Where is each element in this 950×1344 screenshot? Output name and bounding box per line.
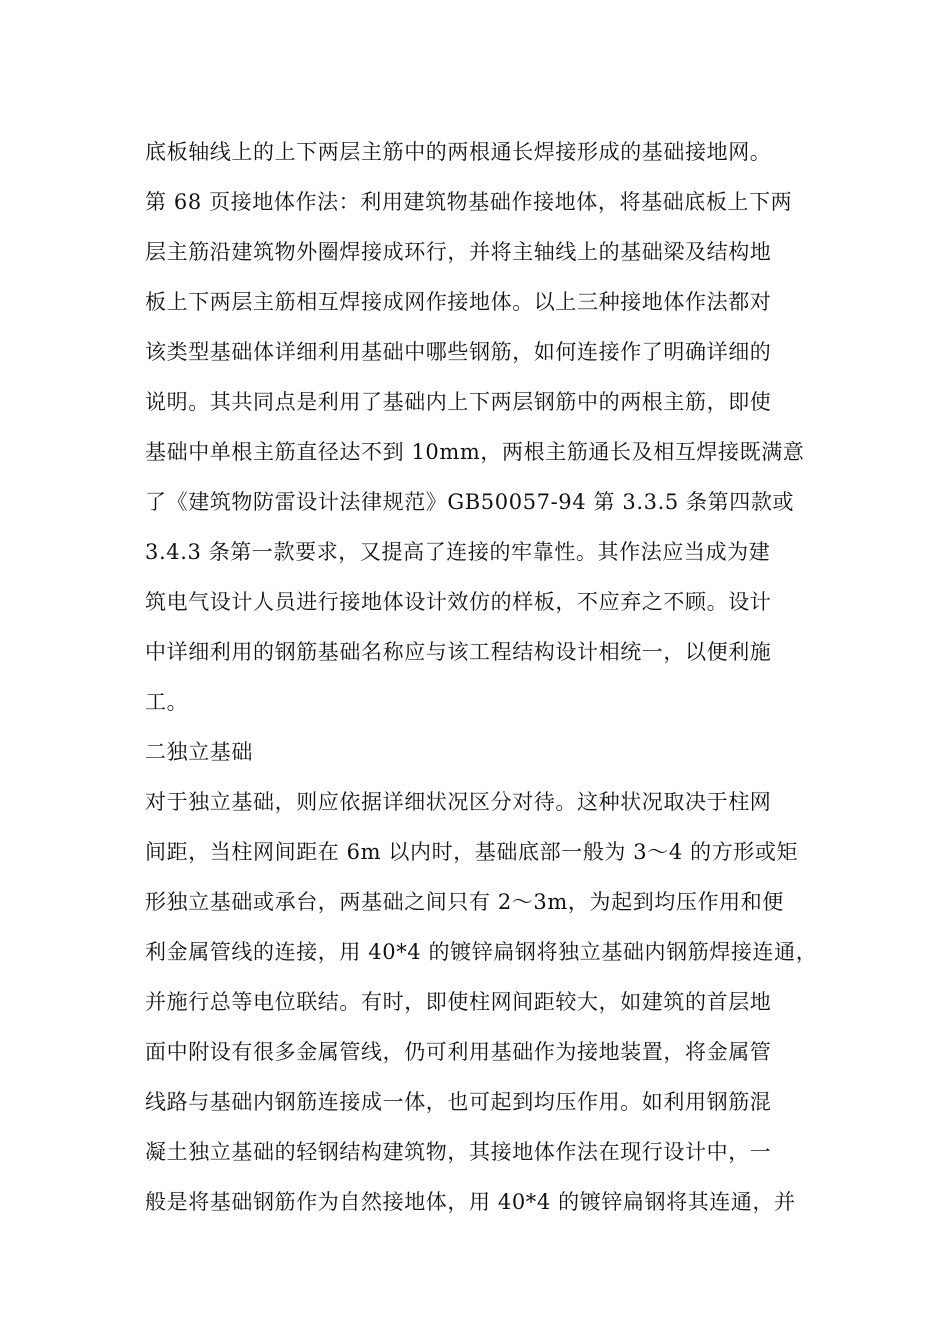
- text-line: 凝土独立基础的轻钢结构建筑物，其接地体作法在现行设计中，一: [145, 1140, 772, 1164]
- text-line: 对于独立基础，则应依据详细状况区分对待。这种状况取决于柱网: [145, 790, 772, 814]
- text-line: 工。: [145, 690, 189, 714]
- text-line: 3.4.3 条第一款要求，又提高了连接的牢靠性。其作法应当成为建: [145, 540, 771, 564]
- text-line: 该类型基础体详细利用基础中哪些钢筋，如何连接作了明确详细的: [145, 340, 772, 364]
- text-line: 间距，当柱网间距在 6m 以内时，基础底部一般为 3～4 的方形或矩: [145, 840, 799, 864]
- text-line: 面中附设有很多金属管线，仍可利用基础作为接地装置，将金属管: [145, 1040, 772, 1064]
- text-line: 线路与基础内钢筋连接成一体，也可起到均压作用。如利用钢筋混: [145, 1090, 772, 1114]
- text-line: 第 68 页接地体作法：利用建筑物基础作接地体，将基础底板上下两: [145, 190, 793, 214]
- text-line: 并施行总等电位联结。有时，即使柱网间距较大，如建筑的首层地: [145, 990, 772, 1014]
- text-line: 筑电气设计人员进行接地体设计效仿的样板，不应弃之不顾。设计: [145, 590, 772, 614]
- text-line: 层主筋沿建筑物外圈焊接成环行，并将主轴线上的基础梁及结构地: [145, 240, 772, 264]
- text-line: 说明。其共同点是利用了基础内上下两层钢筋中的两根主筋，即使: [145, 390, 772, 414]
- text-line: 形独立基础或承台，两基础之间只有 2～3m，为起到均压作用和便: [145, 890, 784, 914]
- section-heading: 二独立基础: [145, 740, 253, 764]
- text-line: 底板轴线上的上下两层主筋中的两根通长焊接形成的基础接地网。: [145, 140, 772, 164]
- text-line: 利金属管线的连接，用 40*4 的镀锌扁钢将独立基础内钢筋焊接连通，: [145, 940, 818, 964]
- text-line: 中详细利用的钢筋基础名称应与该工程结构设计相统一，以便利施: [145, 640, 772, 664]
- text-line: 了《建筑物防雷设计法律规范》GB50057-94 第 3.3.5 条第四款或: [145, 490, 795, 514]
- text-line: 般是将基础钢筋作为自然接地体，用 40*4 的镀锌扁钢将其连通，并: [145, 1190, 796, 1214]
- text-line: 板上下两层主筋相互焊接成网作接地体。以上三种接地体作法都对: [145, 290, 772, 314]
- text-line: 基础中单根主筋直径达不到 10mm，两根主筋通长及相互焊接既满意: [145, 440, 805, 464]
